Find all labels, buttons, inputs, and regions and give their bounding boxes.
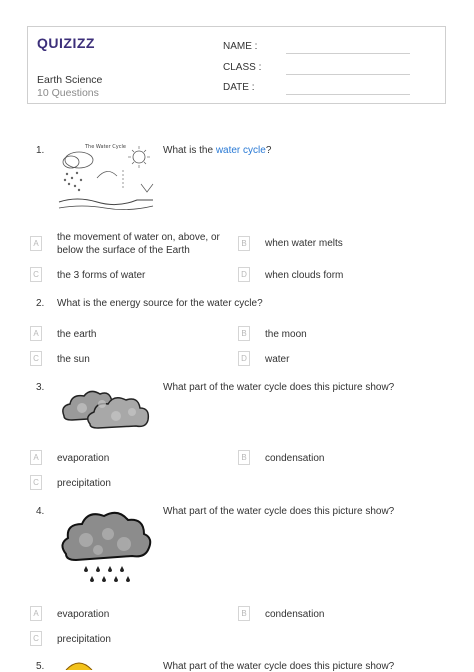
option-3c[interactable]: precipitation [57, 478, 111, 489]
option-2c[interactable]: the sun [57, 354, 90, 365]
option-3b[interactable]: condensation [265, 453, 325, 464]
question-number-2: 2. [36, 298, 45, 309]
quizizz-logo: QUIZIZZ [37, 35, 95, 51]
option-2d[interactable]: water [265, 354, 290, 365]
option-3a[interactable]: evaporation [57, 453, 110, 464]
question-number-1: 1. [36, 145, 45, 156]
date-label: DATE : [223, 82, 255, 93]
option-4b[interactable]: condensation [265, 609, 325, 620]
option-letter-2c: C [30, 351, 42, 366]
water-cycle-image [57, 140, 155, 216]
rain-cloud-image [58, 506, 154, 588]
name-field[interactable] [286, 53, 410, 54]
question-text-4: What part of the water cycle does this picture show? [163, 506, 395, 517]
class-label: CLASS : [223, 62, 262, 73]
option-2b[interactable]: the moon [265, 329, 307, 340]
option-letter-2d: D [238, 351, 250, 366]
option-2a[interactable]: the earth [57, 329, 97, 340]
subject-title: Earth Science [37, 74, 103, 86]
question-text-2: What is the energy source for the water cycle? [57, 298, 263, 309]
option-letter-1b: B [238, 236, 250, 251]
option-letter-1a: A [30, 236, 42, 251]
name-label: NAME : [223, 41, 258, 52]
question-number-5: 5. [36, 661, 45, 672]
option-4a[interactable]: evaporation [57, 609, 110, 620]
question-text-3: What part of the water cycle does this picture show? [163, 382, 395, 393]
option-1d[interactable]: when clouds form [265, 270, 344, 281]
option-letter-1c: C [30, 267, 42, 282]
option-letter-3c: C [30, 475, 42, 490]
option-letter-4b: B [238, 606, 250, 621]
option-letter-1d: D [238, 267, 250, 282]
option-1a[interactable]: the movement of water on, above, or below the surface of the Earth [57, 232, 220, 256]
option-letter-3b: B [238, 450, 250, 465]
sun-image [64, 660, 94, 670]
question-text-5: What part of the water cycle does this picture show? [163, 661, 395, 672]
option-letter-4c: C [30, 631, 42, 646]
water-cycle-link[interactable]: water cycle [215, 145, 266, 156]
question-number-4: 4. [36, 506, 45, 517]
option-letter-3a: A [30, 450, 42, 465]
question-number-3: 3. [36, 382, 45, 393]
date-field[interactable] [286, 94, 410, 95]
option-1c[interactable]: the 3 forms of water [57, 270, 146, 281]
question-count: 10 Questions [37, 87, 99, 99]
water-cycle-image-title: The Water Cycle [85, 144, 126, 150]
option-letter-2a: A [30, 326, 42, 341]
question-text-1: What is the water cycle? [163, 145, 272, 156]
clouds-image [58, 382, 154, 434]
option-letter-4a: A [30, 606, 42, 621]
option-4c[interactable]: precipitation [57, 634, 111, 645]
option-1b[interactable]: when water melts [265, 238, 343, 249]
class-field[interactable] [286, 74, 410, 75]
option-letter-2b: B [238, 326, 250, 341]
